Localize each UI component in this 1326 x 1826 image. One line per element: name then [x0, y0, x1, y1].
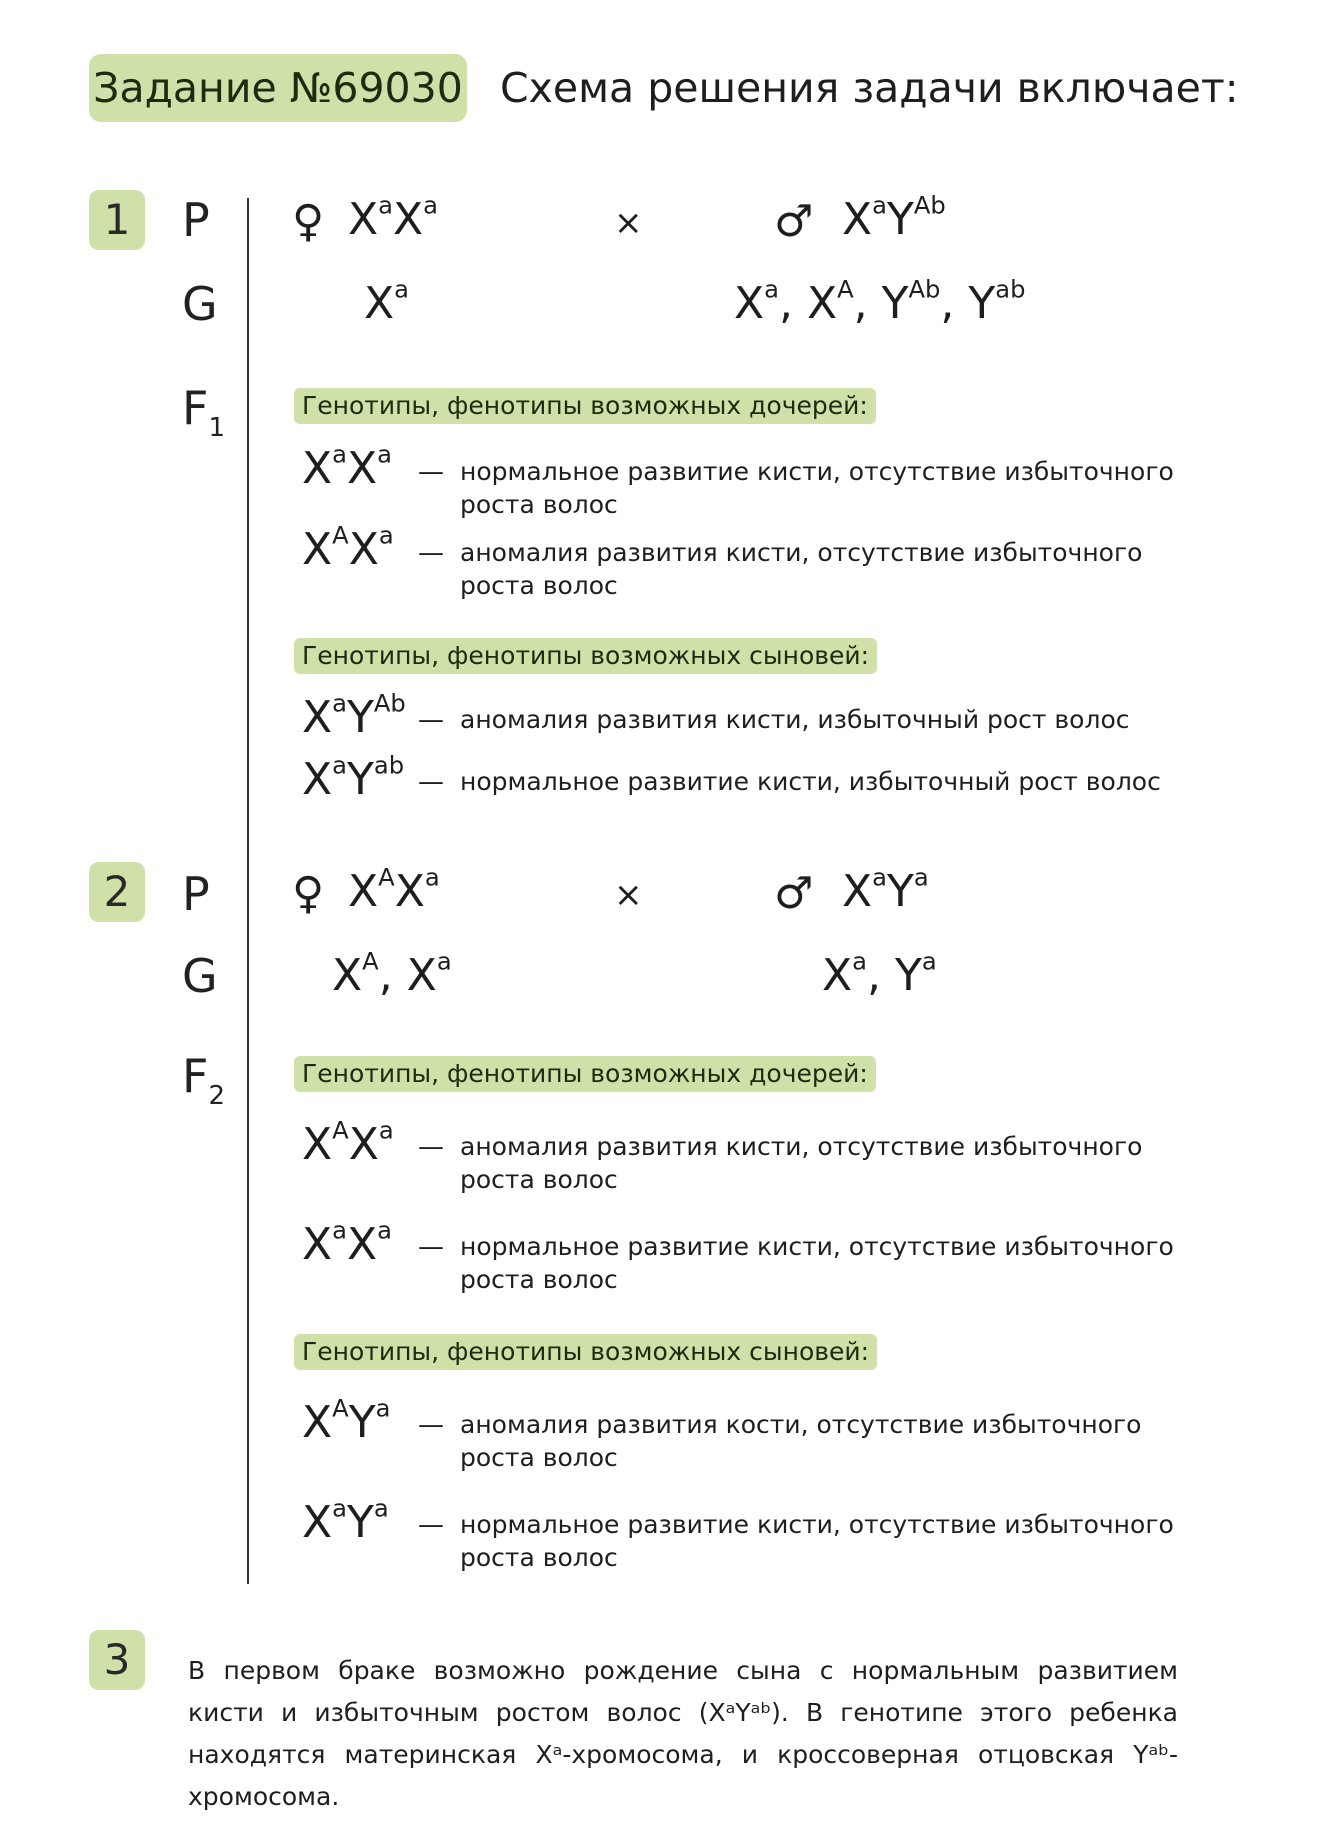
male-symbol-icon: ♂	[774, 196, 814, 247]
vertical-divider	[247, 198, 249, 1584]
step-1-male-gametes: $X^a$, $X^A$, $Y^{Ab}$, $Y^{ab}$	[734, 275, 1026, 329]
step-1-son-2-phenotype: нормальное развитие кисти, избыточный рост волос	[460, 767, 1161, 796]
step-2-son-1-genotype: $X^AY^a$	[302, 1394, 391, 1448]
step-2-badge: 2	[89, 862, 145, 922]
step-1-f-label: $F_1$	[182, 381, 226, 443]
step-2-g-label: G	[182, 949, 218, 1003]
step-2-daughter-2-phenotype: нормальное развитие кисти, отсутствие избыточного роста волос	[460, 1232, 1174, 1294]
step-1-son-1-phenotype: аномалия развития кисти, избыточный рост волос	[460, 705, 1130, 734]
step-3-answer-text: В первом браке возможно рождение сына с нормальным развитием кисти и избыточным ростом волос (XᵃYᵃᵇ). В генотипе этого ребенка находятся материнская Xᵃ-хромосома, и кроссоверная отцовская Yᵃᵇ-хромосома.	[188, 1656, 1178, 1811]
step-2-daughter-2-genotype: $X^aX^a$	[302, 1216, 392, 1270]
step-1-son-2-genotype: $X^aY^{ab}$	[302, 751, 405, 805]
cross-times-icon: ×	[614, 203, 643, 243]
step-1-daughter-1-dash: —	[418, 457, 444, 487]
step-1-g-label: G	[182, 277, 218, 331]
female-symbol-icon: ♀	[292, 868, 325, 919]
step-1-male-genotype: $X^aY^{Ab}$	[842, 191, 946, 245]
step-2-son-2-dash: —	[418, 1510, 444, 1540]
step-1-p-label: P	[182, 193, 210, 247]
step-1-daughter-1-phenotype: нормальное развитие кисти, отсутствие избыточного роста волос	[460, 457, 1174, 519]
step-2-daughter-1-genotype: $X^AX^a$	[302, 1116, 394, 1170]
step-1-sons-heading: Генотипы, фенотипы возможных сыновей:	[294, 638, 877, 674]
step-1-daughter-2-genotype: $X^AX^a$	[302, 521, 394, 575]
step-2-son-1-phenotype: аномалия развития кости, отсутствие избыточного роста волос	[460, 1410, 1142, 1472]
step-2-p-label: P	[182, 867, 210, 921]
step-3-badge: 3	[89, 1630, 145, 1690]
step-2-son-2-phenotype: нормальное развитие кисти, отсутствие избыточного роста волос	[460, 1510, 1174, 1572]
step-1-son-2-dash: —	[418, 767, 444, 797]
cross-times-icon: ×	[614, 875, 643, 915]
step-2-daughter-1-phenotype: аномалия развития кисти, отсутствие избыточного роста волос	[460, 1132, 1143, 1194]
step-1-daughter-1-genotype: $X^aX^a$	[302, 440, 392, 494]
male-symbol-icon: ♂	[774, 868, 814, 919]
step-2-female-genotype: $X^AX^a$	[348, 863, 440, 917]
step-1-badge: 1	[89, 190, 145, 250]
step-2-daughter-1-dash: —	[418, 1132, 444, 1162]
step-2-son-2-genotype: $X^aY^a$	[302, 1494, 389, 1548]
step-2-daughter-2-dash: —	[418, 1232, 444, 1262]
step-1-daughter-2-dash: —	[418, 538, 444, 568]
female-symbol-icon: ♀	[292, 196, 325, 247]
step-1-female-genotype: $X^aX^a$	[348, 191, 438, 245]
step-2-son-1-dash: —	[418, 1410, 444, 1440]
step-1-female-gametes: $X^a$	[364, 275, 409, 329]
step-2-sons-heading: Генотипы, фенотипы возможных сыновей:	[294, 1334, 877, 1370]
step-2-daughters-heading: Генотипы, фенотипы возможных дочерей:	[294, 1056, 876, 1092]
step-2-f-label: $F_2$	[182, 1049, 226, 1111]
page-title: Схема решения задачи включает:	[500, 64, 1239, 112]
step-1-son-1-genotype: $X^aY^{Ab}$	[302, 689, 406, 743]
step-2-female-gametes: $X^A$, $X^a$	[332, 947, 452, 1001]
step-1-daughter-2-phenotype: аномалия развития кисти, отсутствие избыточного роста волос	[460, 538, 1143, 600]
step-1-daughters-heading: Генотипы, фенотипы возможных дочерей:	[294, 388, 876, 424]
task-number-badge: Задание №69030	[89, 54, 467, 122]
step-2-male-genotype: $X^aY^a$	[842, 863, 929, 917]
step-2-male-gametes: $X^a$, $Y^a$	[822, 947, 937, 1001]
step-1-son-1-dash: —	[418, 705, 444, 735]
